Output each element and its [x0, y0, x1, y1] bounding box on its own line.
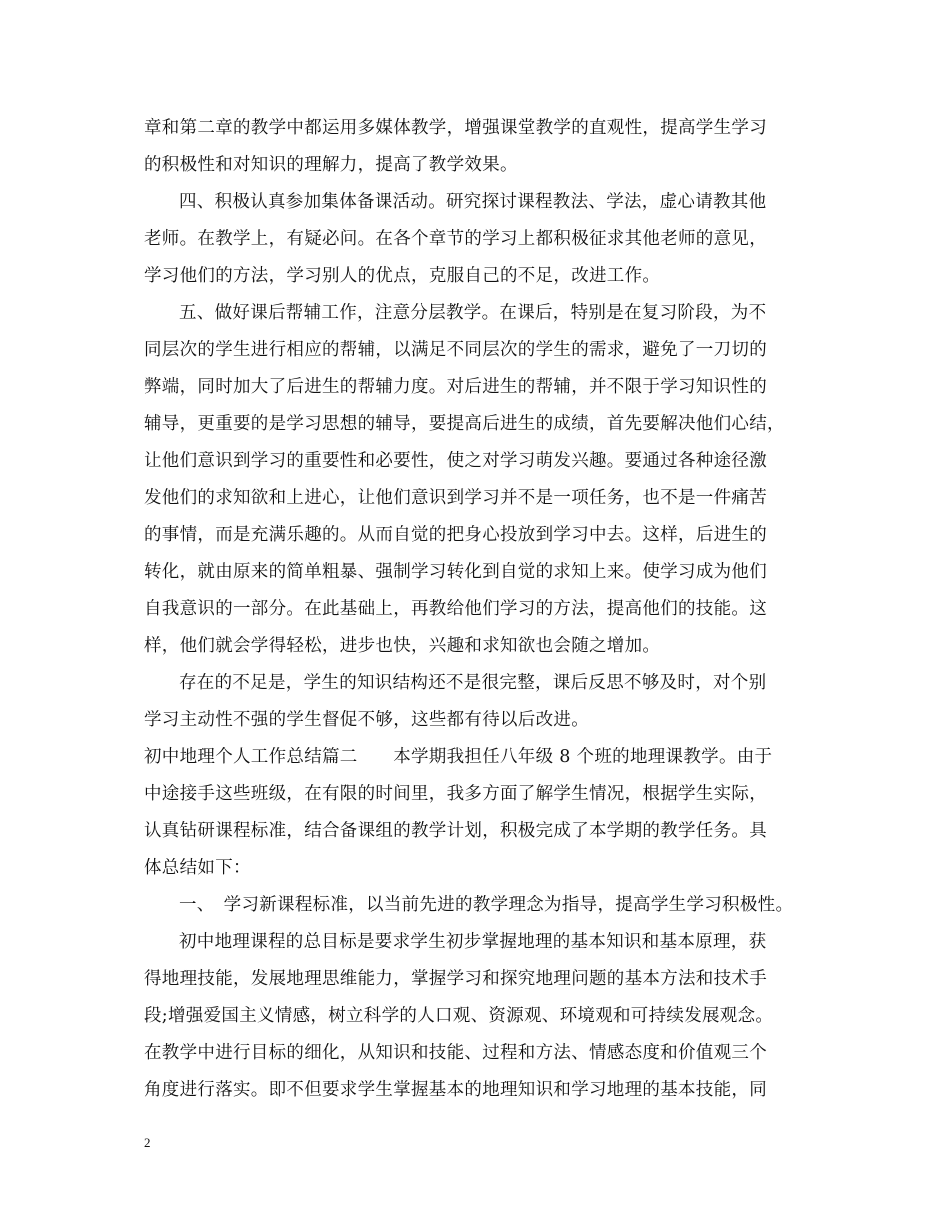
text-line: 认真钻研课程标准，结合备课组的教学计划，积极完成了本学期的教学任务。具 — [144, 821, 767, 841]
text-line: 五、做好课后帮辅工作，注意分层教学。在课后，特别是在复习阶段，为不 — [179, 303, 767, 323]
text-line: 转化，就由原来的简单粗暴、强制学习转化到自觉的求知上来。使学习成为他们 — [144, 562, 767, 582]
text-line: 角度进行落实。即不但要求学生掌握基本的地理知识和学习地理的基本技能，同 — [144, 1080, 767, 1100]
text-line: 初中地理个人工作总结篇二 本学期我担任八年级 8 个班的地理课教学。由于 — [144, 747, 773, 767]
text-line: 存在的不足是，学生的知识结构还不是很完整，课后反思不够及时，对个别 — [179, 673, 767, 693]
text-line: 在教学中进行目标的细化，从知识和技能、过程和方法、情感态度和价值观三个 — [144, 1043, 767, 1063]
text-line: 得地理技能，发展地理思维能力，掌握学习和探究地理问题的基本方法和技术手 — [144, 969, 767, 989]
text-line: 的积极性和对知识的理解力，提高了教学效果。 — [144, 155, 518, 175]
text-line: 的事情，而是充满乐趣的。从而自觉的把身心投放到学习中去。这样，后进生的 — [144, 525, 767, 545]
text-line: 初中地理课程的总目标是要求学生初步掌握地理的基本知识和基本原理，获 — [179, 932, 767, 952]
text-line: 一、 学习新课程标准，以当前先进的教学理念为指导，提高学生学习积极性。 — [179, 895, 794, 915]
text-line: 中途接手这些班级，在有限的时间里，我多方面了解学生情况，根据学生实际， — [144, 784, 767, 804]
text-line: 同层次的学生进行相应的帮辅，以满足不同层次的学生的需求，避免了一刀切的 — [144, 340, 767, 360]
text-line: 样，他们就会学得轻松，进步也快，兴趣和求知欲也会随之增加。 — [144, 636, 661, 656]
text-line: 四、积极认真参加集体备课活动。研究探讨课程教法、学法，虚心请教其他 — [179, 192, 767, 212]
text-line: 老师。在教学上，有疑必问。在各个章节的学习上都积极征求其他老师的意见， — [144, 229, 767, 249]
body-text — [144, 110, 824, 1109]
text-line: 学习他们的方法，学习别人的优点，克服自己的不足，改进工作。 — [144, 266, 661, 286]
text-line: 发他们的求知欲和上进心，让他们意识到学习并不是一项任务，也不是一件痛苦 — [144, 488, 767, 508]
page-number: 2 — [144, 1135, 151, 1150]
text-line: 辅导，更重要的是学习思想的辅导，要提高后进生的成绩，首先要解决他们心结， — [144, 414, 785, 434]
text-line: 让他们意识到学习的重要性和必要性，使之对学习萌发兴趣。要通过各种途径激 — [144, 451, 767, 471]
text-line: 弊端，同时加大了后进生的帮辅力度。对后进生的帮辅，并不限于学习知识性的 — [144, 377, 767, 397]
text-line: 自我意识的一部分。在此基础上，再教给他们学习的方法，提高他们的技能。这 — [144, 599, 767, 619]
text-line: 体总结如下： — [144, 858, 251, 878]
text-line: 学习主动性不强的学生督促不够，这些都有待以后改进。 — [144, 710, 589, 730]
text-line: 段;增强爱国主义情感，树立科学的人口观、资源观、环境观和可持续发展观念。 — [144, 1006, 774, 1026]
text-line: 章和第二章的教学中都运用多媒体教学，增强课堂教学的直观性，提高学生学习 — [144, 118, 767, 138]
